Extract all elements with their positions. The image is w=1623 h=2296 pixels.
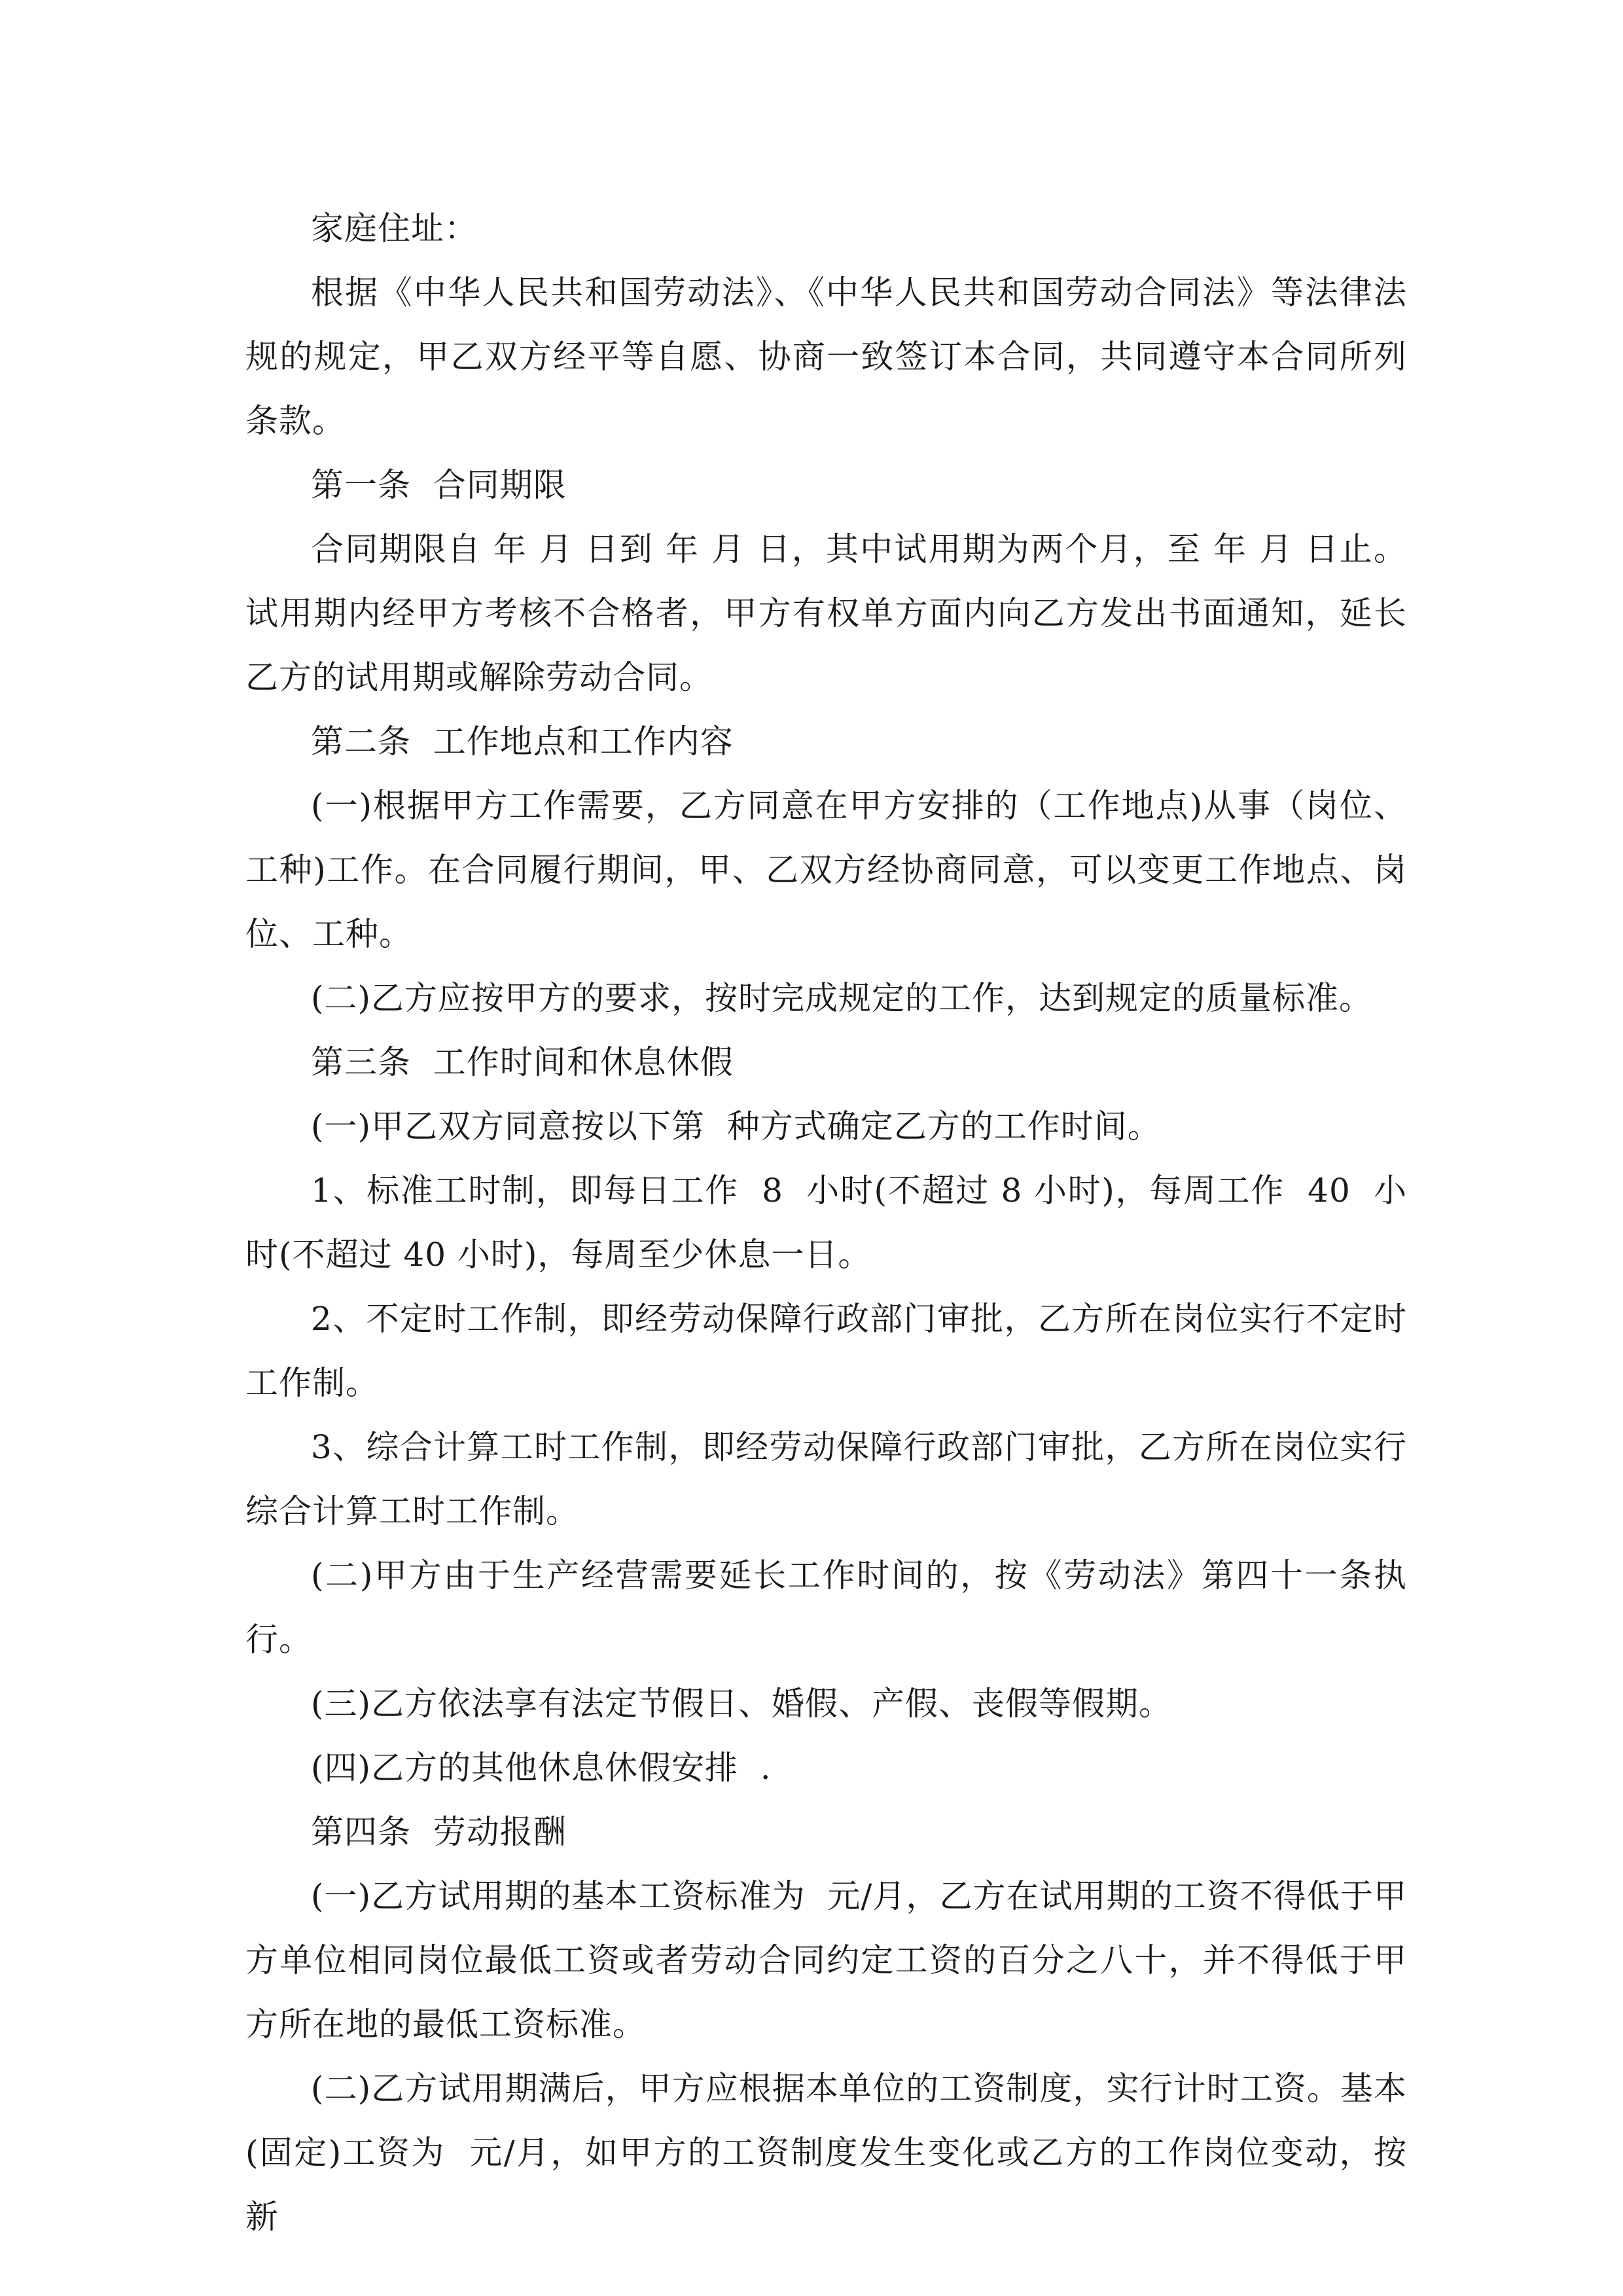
paragraph-probation-wage: (一)乙方试用期的基本工资标准为 元/月，乙方在试用期的工资不得低于甲方单位相同岗位最低工资或者劳动合同约定工资的百分之八十，并不得低于甲方所在地的最低工资标准。 [245,1877,1407,2043]
paragraph-flexible-hours: 2、不定时工作制，即经劳动保障行政部门审批，乙方所在岗位实行不定时工作制。 [245,1300,1407,1402]
heading-article-3: 第三条 工作时间和休息休假 [311,1043,734,1081]
paragraph-work-location: (一)根据甲方工作需要，乙方同意在甲方安排的（工作地点)从事（岗位、工种)工作。在合同履行期间，甲、乙双方经协商同意，可以变更工作地点、岗位、工种。 [245,787,1407,953]
paragraph-holidays: (三)乙方依法享有法定节假日、婚假、产假、丧假等假期。 [311,1685,1173,1723]
paragraph-standard-hours: 1、标准工时制，即每日工作 8 小时(不超过 8 小时)，每周工作 40 小时(不超过 40 小时)，每周至少休息一日。 [245,1172,1407,1274]
heading-article-2: 第二条 工作地点和工作内容 [311,723,734,761]
heading-article-4: 第四条 劳动报酬 [311,1813,567,1851]
paragraph-contract-term: 合同期限自 年 月 日到 年 月 日，其中试用期为两个月，至 年 月 日止。试用期内经甲方考核不合格者，甲方有权单方面内向乙方发出书面通知，延长乙方的试用期或解除劳动合同。 [245,530,1407,696]
paragraph-regular-wage: (二)乙方试用期满后，甲方应根据本单位的工资制度，实行计时工资。基本(固定)工资为 元/月，如甲方的工资制度发生变化或乙方的工作岗位变动，按新 [245,2070,1407,2236]
paragraph-overtime: (二)甲方由于生产经营需要延长工作时间的，按《劳动法》第四十一条执行。 [245,1556,1407,1659]
heading-article-1: 第一条 合同期限 [311,466,567,504]
paragraph-preamble: 根据《中华人民共和国劳动法》、《中华人民共和国劳动合同法》等法律法规的规定，甲乙双方经平等自愿、协商一致签订本合同，共同遵守本合同所列条款。 [245,274,1407,440]
paragraph-work-hours-mode: (一)甲乙双方同意按以下第 种方式确定乙方的工作时间。 [311,1107,1161,1145]
paragraph-comprehensive-hours: 3、综合计算工时工作制，即经劳动保障行政部门审批，乙方所在岗位实行综合计算工时工作制。 [245,1428,1407,1530]
paragraph-work-quality: (二)乙方应按甲方的要求，按时完成规定的工作，达到规定的质量标准。 [311,979,1373,1017]
paragraph-other-leave: (四)乙方的其他休息休假安排 . [311,1749,772,1787]
paragraph-address: 家庭住址： [311,209,478,247]
